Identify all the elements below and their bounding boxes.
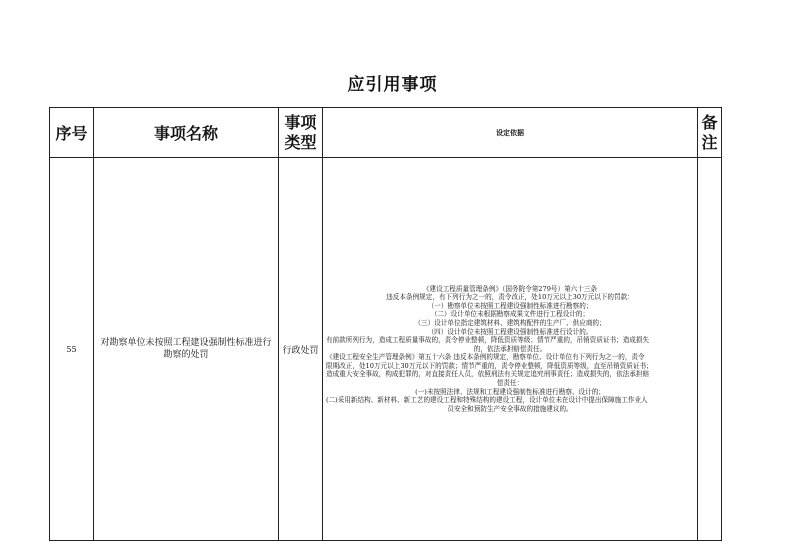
basis-line: 造成重大安全事故，构成犯罪的，对直接责任人员，依照刑法有关规定追究刑事责任；造成损失的，依法承担赔: [326, 370, 650, 379]
row-type: 行政处罚: [279, 158, 323, 541]
row-basis: [323, 158, 698, 541]
basis-line: （三）设计单位指定建筑材料、建筑构配件的生产厂、供应商的；: [414, 318, 606, 327]
basis-line: 的，依法承担赔偿责任。: [473, 344, 547, 353]
basis-line: 员安全和预防生产安全事故的措施建议的。: [447, 404, 573, 413]
header-note: [698, 108, 722, 158]
header-basis: 设定依据: [323, 108, 698, 158]
basis-line: 违反本条例规定，有下列行为之一的，责令改正，处10万元以上30万元以下的罚款：: [386, 293, 634, 302]
row-name: 对勘察单位未按照工程建设强制性标准进行勘察的处罚: [94, 158, 279, 541]
basis-line: 有前款所列行为，造成工程质量事故的，责令停业整顿，降低资质等级；情节严重的，吊销资质证书；造成损失: [326, 336, 650, 345]
row-seq: 55: [50, 158, 94, 541]
header-type: [279, 108, 323, 158]
row-note: [698, 158, 722, 541]
basis-line: （一）勘察单位未按照工程建设强制性标准进行勘察的；: [427, 301, 593, 310]
table-header-row: [50, 108, 722, 158]
header-note-line1: 备: [701, 112, 718, 132]
basis-line: 限期改正，处10万元以上30万元以下的罚款；情节严重的，责令停业整顿，降低资质等级，直至吊销资质证书；: [326, 361, 653, 370]
header-type-line1: 事项: [284, 112, 317, 132]
basis-line: 《建设工程安全生产管理条例》第五十六条 违反本条例的规定，勘察单位、设计单位有下列行为之一的，责令: [326, 353, 645, 362]
basis-text: [326, 285, 694, 414]
basis-line: (二)采用新结构、新材料、新工艺的建设工程和特殊结构的建设工程，设计单位未在设计中提出保障施工作业人: [326, 396, 648, 405]
page-title: 应引用事项: [347, 75, 438, 95]
basis-line: （二）设计单位未根据勘察成果文件进行工程设计的；: [430, 310, 590, 319]
basis-line: （四）设计单位未按照工程建设强制性标准进行设计的。: [427, 327, 593, 336]
items-table: [49, 107, 722, 541]
header-name: 事项名称: [94, 108, 279, 158]
header-seq: 序号: [50, 108, 94, 158]
header-note-line2: 注: [701, 132, 718, 152]
basis-line: 偿责任：: [496, 379, 524, 388]
header-type-line2: 类型: [284, 132, 317, 152]
table-row: [50, 158, 722, 541]
basis-line: 《建设工程质量管理条例》（国务院令第279号）第六十三条: [422, 284, 598, 293]
basis-line: (一)未按照法律、法规和工程建设强制性标准进行勘察、设计的；: [415, 387, 605, 396]
